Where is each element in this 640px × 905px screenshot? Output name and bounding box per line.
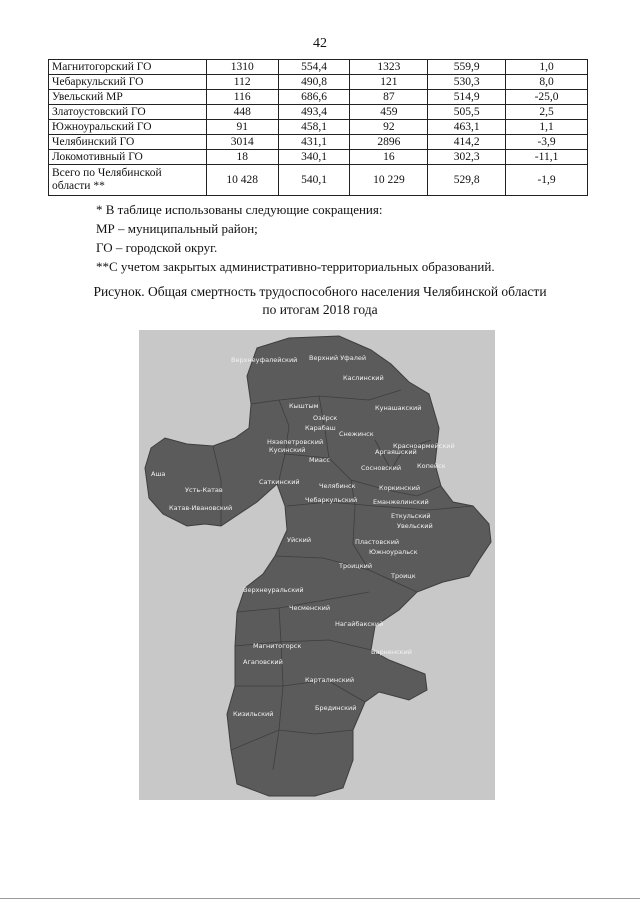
total-name-cell bbox=[49, 165, 207, 196]
value-cell-c4: 514,9 bbox=[428, 90, 506, 105]
district-name-cell: Челябинский ГО bbox=[49, 135, 207, 150]
value-cell-c4: 505,5 bbox=[428, 105, 506, 120]
map-label: Катав-Ивановский bbox=[169, 504, 233, 512]
note-line: **С учетом закрытых административно-территориальных образований. bbox=[96, 259, 495, 274]
value-cell-c3: 121 bbox=[350, 75, 428, 90]
map-label: Нагайбакский bbox=[335, 620, 384, 628]
map-label: Агаповский bbox=[243, 658, 283, 666]
value-cell-c1: 3014 bbox=[206, 135, 278, 150]
table-row bbox=[49, 60, 588, 75]
value-cell-c3: 459 bbox=[350, 105, 428, 120]
map-label: Озёрск bbox=[313, 414, 338, 422]
value-cell-c5: 2,5 bbox=[506, 105, 588, 120]
map-label: Кыштым bbox=[289, 402, 319, 410]
total-c5: -1,9 bbox=[506, 165, 588, 196]
total-c3: 10 229 bbox=[350, 165, 428, 196]
value-cell-c2: 458,1 bbox=[278, 120, 350, 135]
map-label: Каслинский bbox=[343, 374, 384, 382]
total-c4: 529,8 bbox=[428, 165, 506, 196]
caption-line-2: по итогам 2018 года bbox=[262, 302, 378, 317]
page-number: 42 bbox=[313, 36, 327, 51]
value-cell-c3: 2896 bbox=[350, 135, 428, 150]
caption-line-1: Рисунок. Общая смертность трудоспособного населения Челябинской области bbox=[93, 284, 547, 299]
map-label: Южноуральск bbox=[369, 548, 418, 556]
total-name-line1: Всего по Челябинской bbox=[52, 167, 162, 179]
note-line: ГО – городской округ. bbox=[96, 240, 218, 255]
map-label: Еманжелинский bbox=[373, 498, 429, 506]
district-name-cell: Магнитогорский ГО bbox=[49, 60, 207, 75]
map-label: Увельский bbox=[397, 522, 433, 530]
value-cell-c4: 530,3 bbox=[428, 75, 506, 90]
map-label: Миасс bbox=[309, 456, 330, 464]
total-name-line2: области ** bbox=[52, 180, 105, 192]
table-row bbox=[49, 90, 588, 105]
value-cell-c5: -3,9 bbox=[506, 135, 588, 150]
value-cell-c1: 116 bbox=[206, 90, 278, 105]
map-label: Коркинский bbox=[379, 484, 421, 492]
map-label: Троицкий bbox=[339, 562, 373, 570]
map-label: Кусинский bbox=[269, 446, 306, 454]
map-label: Брединский bbox=[315, 704, 357, 712]
value-cell-c4: 302,3 bbox=[428, 150, 506, 165]
map-label: Копейск bbox=[417, 462, 446, 470]
value-cell-c4: 559,9 bbox=[428, 60, 506, 75]
map-label: Саткинский bbox=[259, 478, 300, 486]
map-label: Верхнеуральский bbox=[243, 586, 304, 594]
value-cell-c2: 686,6 bbox=[278, 90, 350, 105]
value-cell-c1: 18 bbox=[206, 150, 278, 165]
map-label: Троицк bbox=[391, 572, 416, 580]
value-cell-c2: 554,4 bbox=[278, 60, 350, 75]
value-cell-c3: 1323 bbox=[350, 60, 428, 75]
value-cell-c2: 493,4 bbox=[278, 105, 350, 120]
value-cell-c2: 431,1 bbox=[278, 135, 350, 150]
value-cell-c1: 1310 bbox=[206, 60, 278, 75]
district-name-cell: Южноуральский ГО bbox=[49, 120, 207, 135]
map-label: Карталинский bbox=[305, 676, 355, 684]
map-label: Уйский bbox=[287, 536, 312, 544]
map-label: Верхний Уфалей bbox=[309, 354, 367, 362]
district-name-cell: Златоустовский ГО bbox=[49, 105, 207, 120]
table-row bbox=[49, 105, 588, 120]
value-cell-c5: -25,0 bbox=[506, 90, 588, 105]
table-row bbox=[49, 150, 588, 165]
value-cell-c5: 1,0 bbox=[506, 60, 588, 75]
region-map bbox=[139, 330, 495, 800]
map-label: Сосновский bbox=[361, 464, 402, 472]
map-label: Пластовский bbox=[355, 538, 400, 546]
value-cell-c1: 448 bbox=[206, 105, 278, 120]
mortality-table bbox=[48, 59, 588, 196]
value-cell-c5: 8,0 bbox=[506, 75, 588, 90]
district-name-cell: Увельский МР bbox=[49, 90, 207, 105]
value-cell-c2: 340,1 bbox=[278, 150, 350, 165]
table-row bbox=[49, 120, 588, 135]
value-cell-c1: 112 bbox=[206, 75, 278, 90]
map-label: Варненский bbox=[371, 648, 413, 656]
map-label: Карабаш bbox=[305, 424, 336, 432]
district-name-cell: Локомотивный ГО bbox=[49, 150, 207, 165]
value-cell-c5: 1,1 bbox=[506, 120, 588, 135]
table-row bbox=[49, 135, 588, 150]
total-c1: 10 428 bbox=[206, 165, 278, 196]
value-cell-c3: 92 bbox=[350, 120, 428, 135]
district-name-cell: Чебаркульский ГО bbox=[49, 75, 207, 90]
table-notes bbox=[96, 200, 495, 276]
map-label: Кунашакский bbox=[375, 404, 422, 412]
map-label: Челябинск bbox=[319, 482, 356, 490]
map-label: Кизильский bbox=[233, 710, 274, 718]
map-label: Красноармейский bbox=[393, 442, 455, 450]
value-cell-c5: -11,1 bbox=[506, 150, 588, 165]
value-cell-c3: 87 bbox=[350, 90, 428, 105]
table-row-total bbox=[49, 165, 588, 196]
note-line: МР – муниципальный район; bbox=[96, 221, 258, 236]
bottom-rule bbox=[0, 898, 640, 899]
map-label: Нязепетровский bbox=[267, 438, 324, 446]
value-cell-c1: 91 bbox=[206, 120, 278, 135]
total-c2: 540,1 bbox=[278, 165, 350, 196]
value-cell-c4: 414,2 bbox=[428, 135, 506, 150]
figure-caption bbox=[0, 283, 640, 319]
value-cell-c4: 463,1 bbox=[428, 120, 506, 135]
map-label: Чесменский bbox=[289, 604, 331, 612]
table-row bbox=[49, 75, 588, 90]
value-cell-c2: 490,8 bbox=[278, 75, 350, 90]
note-line: * В таблице использованы следующие сокращения: bbox=[96, 202, 383, 217]
map-label: Аргаяшский bbox=[375, 448, 417, 456]
map-svg bbox=[139, 330, 495, 800]
map-label: Чебаркульский bbox=[305, 496, 358, 504]
map-label: Усть-Катав bbox=[185, 486, 223, 494]
map-label: Магнитогорск bbox=[253, 642, 302, 650]
value-cell-c3: 16 bbox=[350, 150, 428, 165]
map-label: Еткульский bbox=[391, 512, 431, 520]
map-label: Верхнеуфалейский bbox=[231, 356, 298, 364]
map-label: Аша bbox=[151, 470, 166, 478]
table-body bbox=[49, 60, 588, 196]
map-label: Снежинск bbox=[339, 430, 374, 438]
